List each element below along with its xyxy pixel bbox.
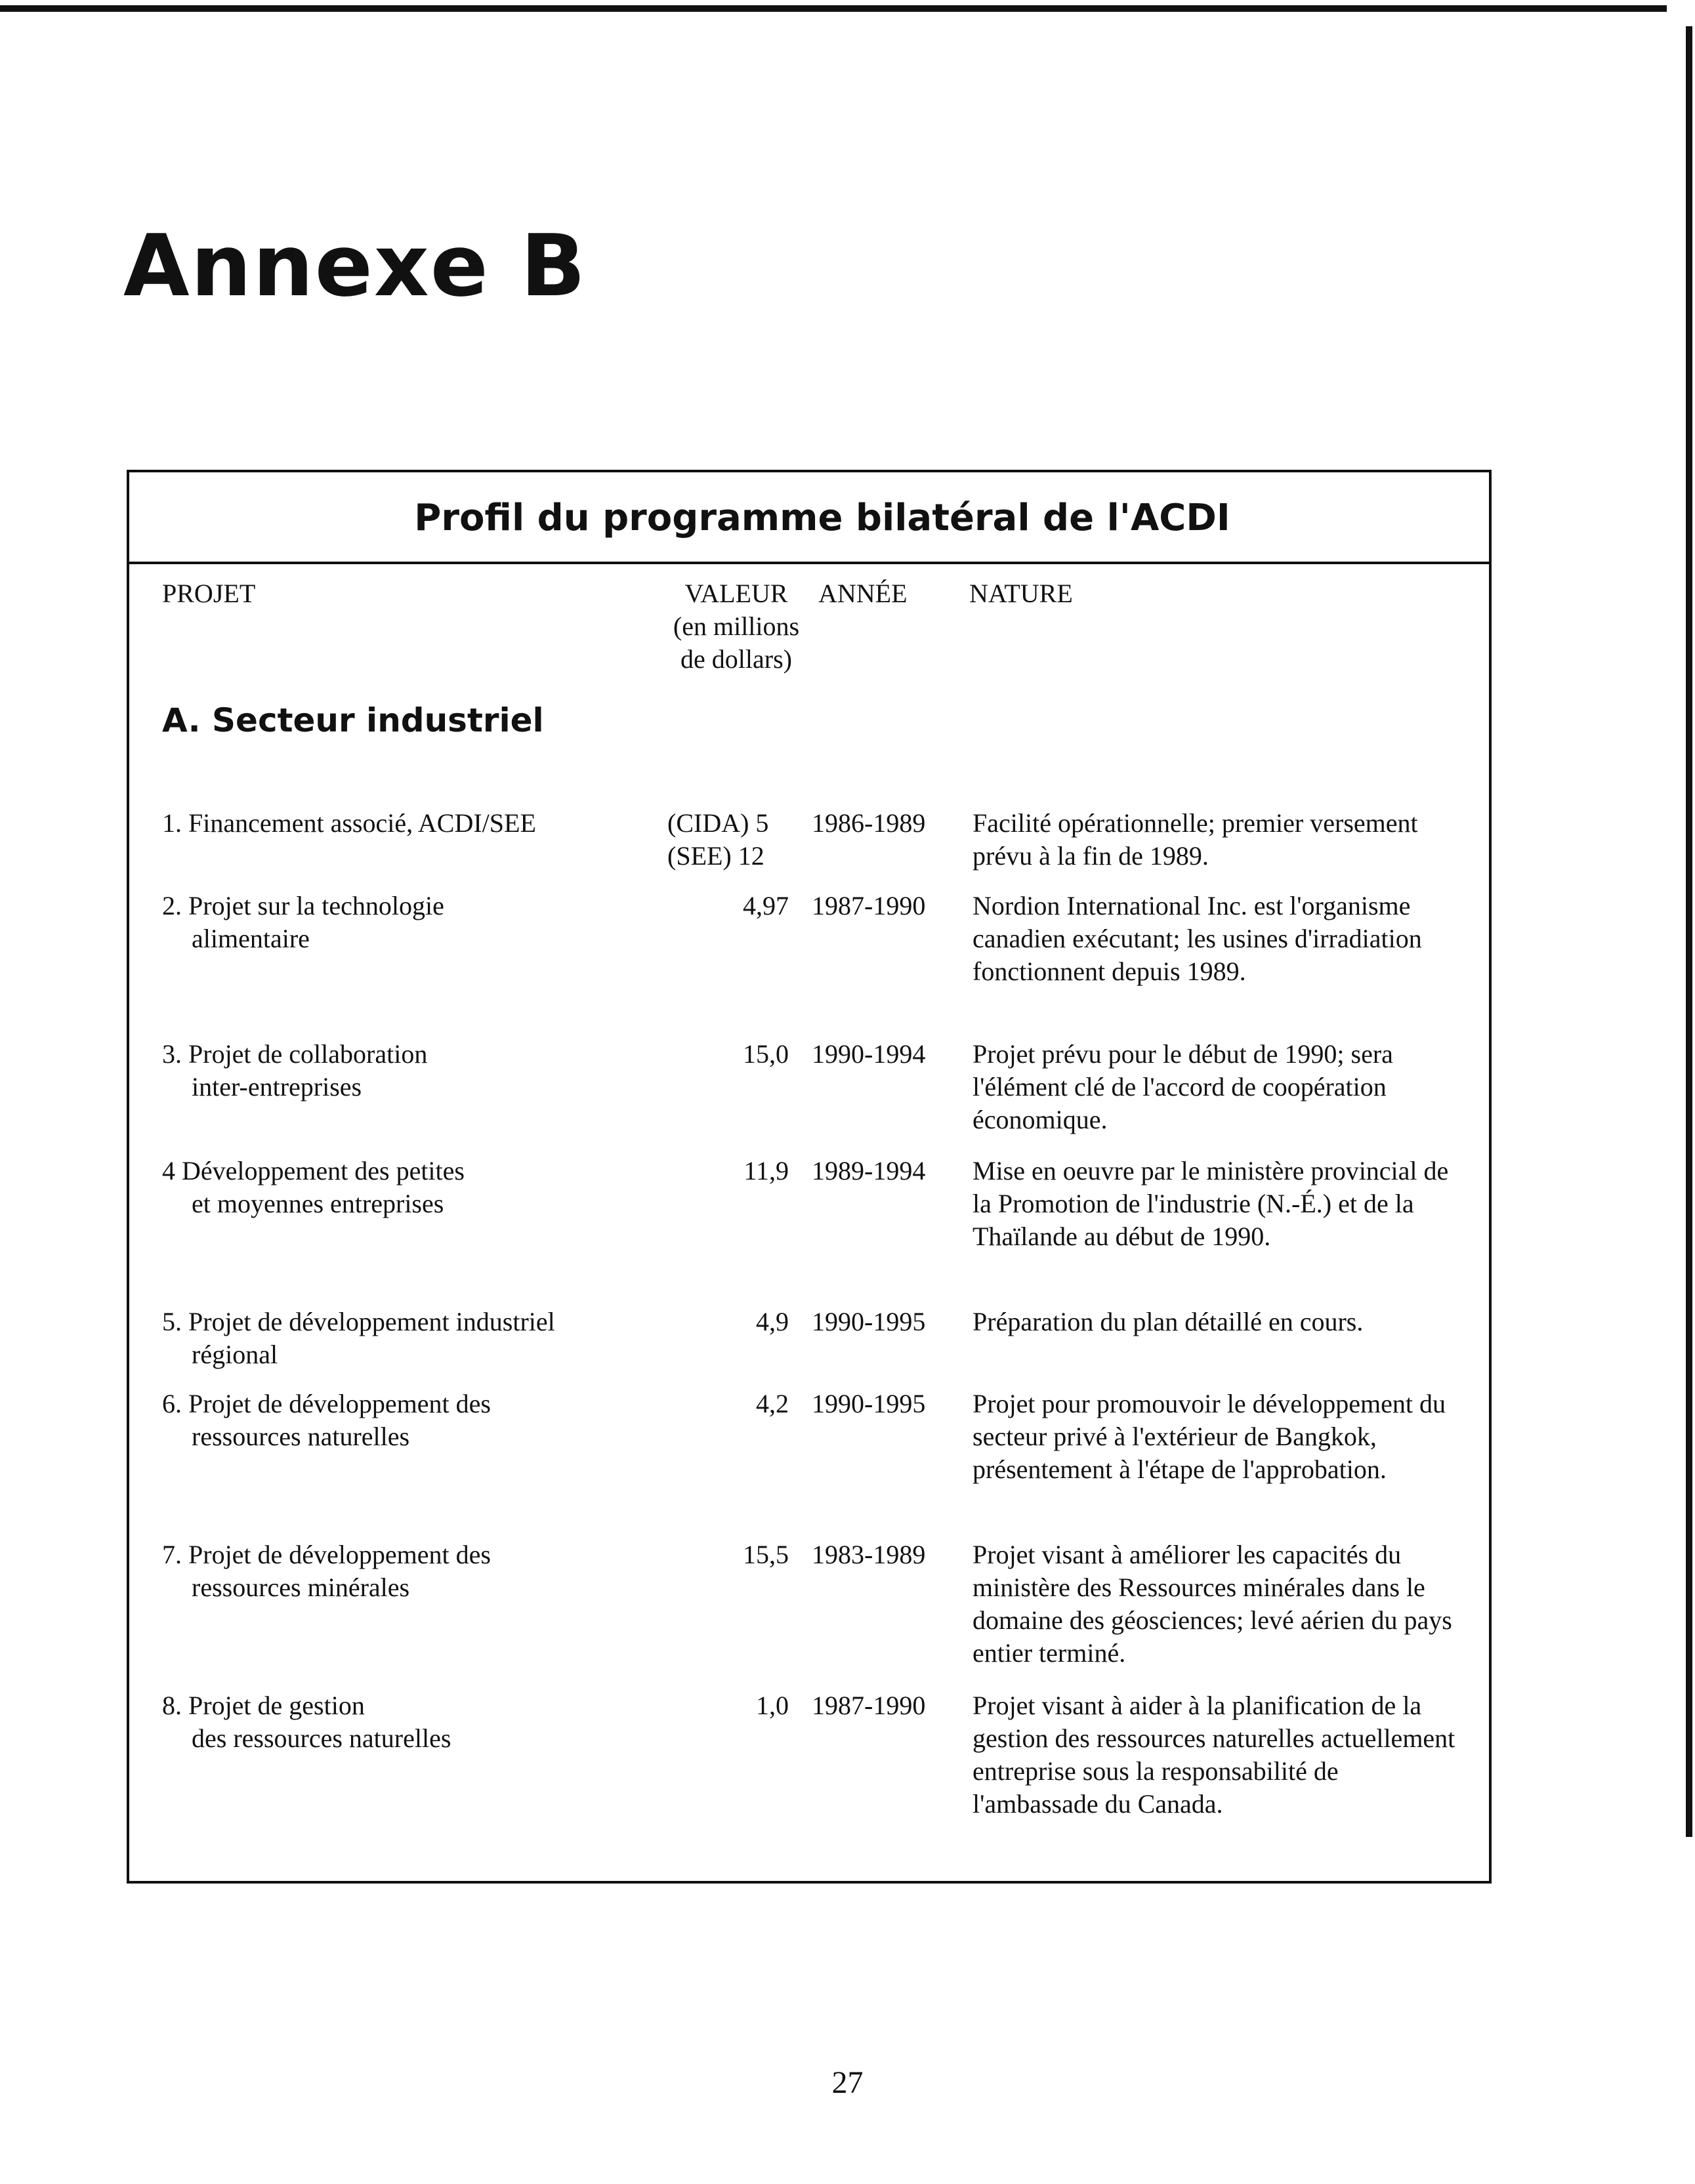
project-nature-cell: Mise en oeuvre par le ministère provincial de la Promotion de l'industrie (N.-É.) et de la Thaïlande au début de 1990. (973, 1156, 1449, 1251)
project-years-cell: 1990-1995 (812, 1307, 926, 1336)
right-border-rule (1686, 26, 1692, 1837)
project-years-cell: 1989-1994 (812, 1156, 926, 1185)
project-name-cell (162, 1038, 621, 1103)
project-nature-cell: Projet visant à améliorer les capacités du ministère des Ressources minérales dans le domaine des géosciences; levé aérien du pays entier terminé. (973, 1540, 1452, 1668)
column-header-valeur-line: de dollars) (680, 644, 792, 674)
column-header-valeur (658, 577, 815, 676)
project-nature-cell: Projet pour promouvoir le développement du secteur privé à l'extérieur de Bangkok, présentement à l'étape de l'approbation. (973, 1389, 1446, 1484)
project-nature-cell: Projet visant à aider à la planification de la gestion des ressources naturelles actuellement entreprise sous la responsabilité de l'ambassade du Canada. (973, 1691, 1455, 1819)
project-nature-cell: Facilité opérationnelle; premier versement prévu à la fin de 1989. (973, 808, 1418, 871)
project-nature-cell: Nordion International Inc. est l'organisme canadien exécutant; les usines d'irradiation fonctionnent depuis 1989. (973, 891, 1422, 986)
project-name-line: 3. Projet de collaboration (162, 1039, 428, 1069)
project-value-line: 11,9 (743, 1156, 789, 1185)
project-years-cell: 1986-1989 (812, 808, 926, 838)
project-name-line: inter-entreprises (192, 1072, 362, 1102)
project-name-line: ressources naturelles (192, 1422, 410, 1451)
project-years-cell: 1990-1994 (812, 1039, 926, 1069)
section-title: A. Secteur industriel (162, 701, 544, 739)
column-header-nature: NATURE (969, 579, 1073, 608)
project-nature-cell: Préparation du plan détaillé en cours. (973, 1307, 1364, 1336)
project-name-line: 8. Projet de gestion (162, 1691, 365, 1720)
project-name-cell (162, 890, 621, 955)
project-name-line: ressources minérales (192, 1573, 410, 1602)
project-name-line: 6. Projet de développement des (162, 1389, 491, 1418)
project-value-cell (635, 890, 789, 922)
project-name-cell (162, 1689, 621, 1755)
project-name-line: et moyennes entreprises (192, 1189, 444, 1218)
project-value-line: 4,97 (743, 891, 789, 920)
column-header-annee: ANNÉE (818, 579, 908, 608)
project-name-cell (162, 1155, 621, 1220)
project-value-cell (635, 1388, 789, 1420)
page-number: 27 (831, 2065, 864, 2100)
project-years-cell: 1990-1995 (812, 1389, 926, 1418)
project-value-cell (635, 1038, 789, 1071)
project-value-line: 15,5 (743, 1540, 789, 1569)
project-value-cell (635, 1306, 789, 1338)
column-header-valeur-line: (en millions (673, 611, 800, 641)
project-value-line: 4,9 (756, 1307, 789, 1336)
project-value-line: 1,0 (756, 1691, 789, 1720)
project-name-line: 4 Développement des petites (162, 1156, 465, 1185)
project-nature-cell: Projet prévu pour le début de 1990; sera l'élément clé de l'accord de coopération économique. (973, 1039, 1393, 1134)
project-value-line: (SEE) 12 (667, 841, 764, 871)
project-name-line: des ressources naturelles (192, 1723, 451, 1753)
project-name-cell (162, 807, 621, 840)
project-value-cell (635, 1155, 789, 1187)
project-value-cell (635, 1689, 789, 1722)
project-years-cell: 1987-1990 (812, 891, 926, 920)
project-years-cell: 1987-1990 (812, 1691, 926, 1720)
project-name-line: 2. Projet sur la technologie (162, 891, 444, 920)
project-name-cell (162, 1388, 621, 1453)
project-value-line: (CIDA) 5 (667, 808, 769, 838)
project-name-line: alimentaire (192, 924, 310, 953)
program-profile-table (127, 470, 1492, 1884)
project-name-line: régional (192, 1340, 278, 1369)
column-header-valeur-line: VALEUR (684, 579, 788, 608)
project-value-cell (635, 1538, 789, 1571)
project-value-line: 15,0 (743, 1039, 789, 1069)
project-value-line: 4,2 (756, 1389, 789, 1418)
project-years-cell: 1983-1989 (812, 1540, 926, 1569)
project-name-line: 5. Projet de développement industriel (162, 1307, 555, 1336)
page-title: Annexe B (123, 216, 587, 316)
project-name-line: 7. Projet de développement des (162, 1540, 491, 1569)
project-name-cell (162, 1538, 621, 1604)
project-value-cell (667, 807, 822, 873)
project-name-line: 1. Financement associé, ACDI/SEE (162, 808, 536, 838)
top-border-rule (0, 5, 1667, 12)
project-name-cell (162, 1306, 621, 1371)
column-header-projet: PROJET (162, 579, 256, 608)
table-heading: Profil du programme bilatéral de l'ACDI (129, 472, 1489, 564)
